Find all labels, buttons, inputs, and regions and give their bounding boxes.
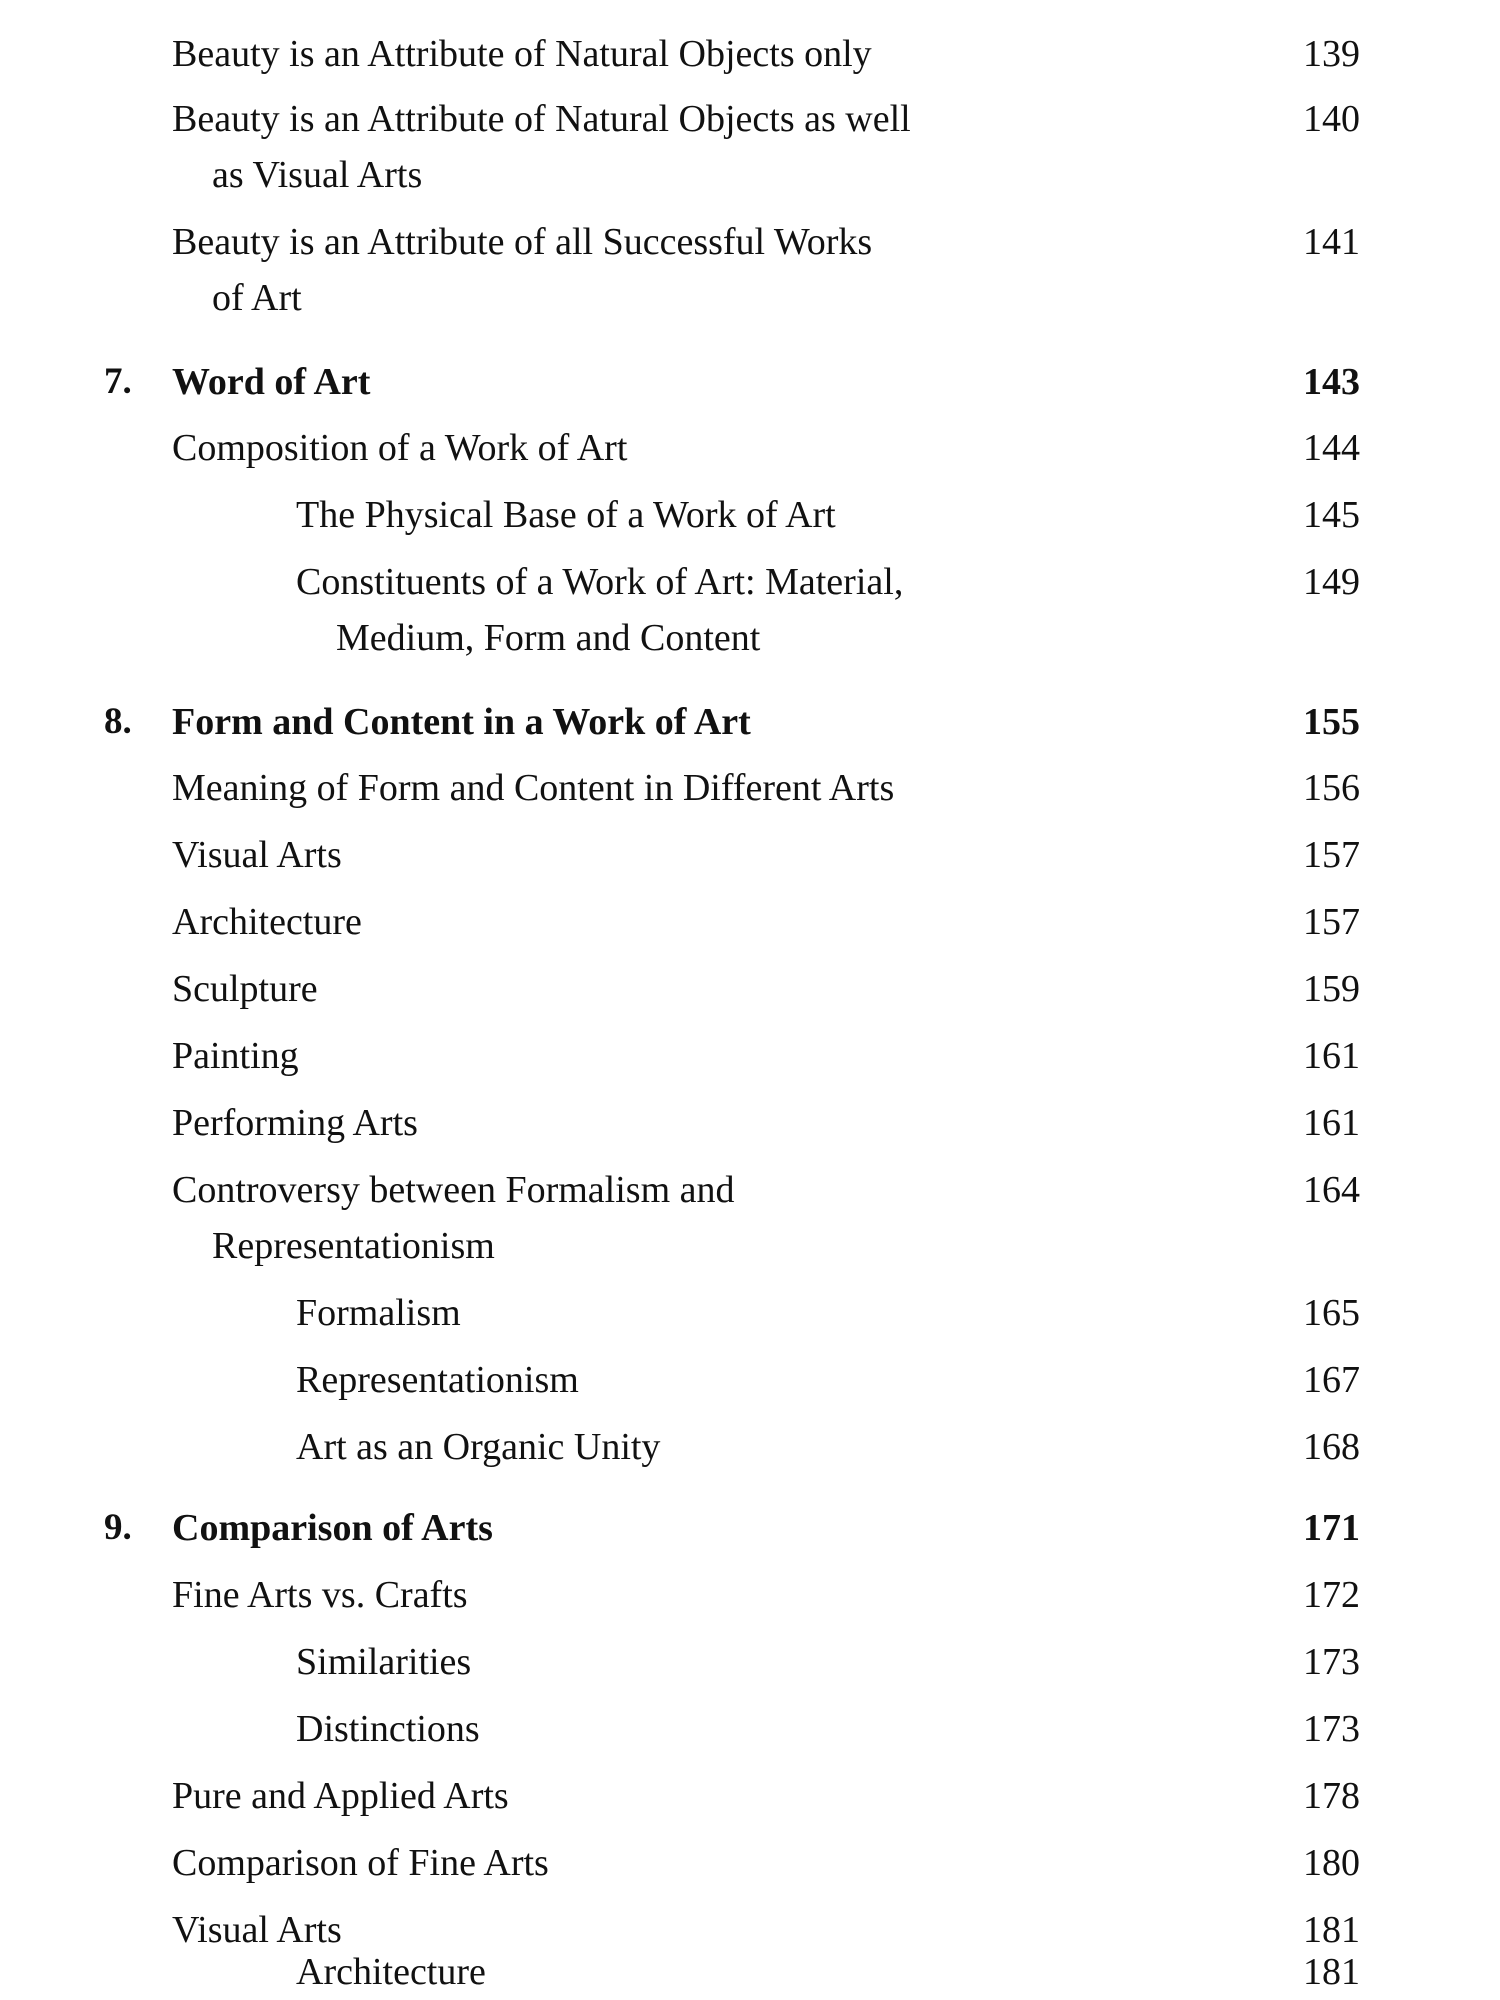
toc-entry-page: 157 (1303, 834, 1360, 876)
toc-subentry-page: 173 (1303, 1708, 1360, 1750)
toc-entry-page: 180 (1303, 1842, 1360, 1884)
toc-subentry-title: Architecture (296, 1951, 486, 1993)
toc-entry-title: Painting (172, 1035, 299, 1077)
toc-entry-title: Architecture (172, 901, 362, 943)
toc-entry-page: 141 (1303, 221, 1360, 263)
toc-entry-title: Fine Arts vs. Crafts (172, 1574, 468, 1616)
toc-entry-title-line2: Representationism (212, 1225, 495, 1267)
toc-entry-title: Meaning of Form and Content in Different Arts (172, 767, 895, 809)
toc-entry-title: Visual Arts (172, 1909, 342, 1951)
toc-subentry-page: 149 (1303, 561, 1360, 603)
toc-entry-page: 161 (1303, 1035, 1360, 1077)
toc-entry-title (172, 91, 911, 203)
toc-entry-page: 164 (1303, 1169, 1360, 1211)
toc-entry-page: 140 (1303, 98, 1360, 140)
toc-chapter-page: 171 (1303, 1507, 1360, 1549)
toc-subentry-title: Formalism (296, 1292, 461, 1334)
toc-subentry-page: 173 (1303, 1641, 1360, 1683)
toc-entry-page: 161 (1303, 1102, 1360, 1144)
toc-subentry-title: Distinctions (296, 1708, 480, 1750)
toc-subentry-page: 145 (1303, 494, 1360, 536)
toc-entry-title: Composition of a Work of Art (172, 427, 628, 469)
toc-entry-title (172, 214, 872, 326)
toc-entry-title (172, 1162, 735, 1274)
toc-subentry-page: 167 (1303, 1359, 1360, 1401)
toc-entry-page: 156 (1303, 767, 1360, 809)
toc-entry-title-line1: Beauty is an Attribute of all Successful Works (172, 221, 873, 263)
toc-entry-title-line2: of Art (212, 277, 302, 319)
toc-entry-page: 139 (1303, 33, 1360, 75)
toc-subentry-page: 168 (1303, 1426, 1360, 1468)
toc-entry-page: 181 (1303, 1909, 1360, 1951)
toc-subentry-page: 181 (1303, 1951, 1360, 1993)
toc-entry-page: 144 (1303, 427, 1360, 469)
toc-entry-title: Comparison of Fine Arts (172, 1842, 549, 1884)
toc-subentry-title (296, 554, 903, 666)
toc-entry-title: Beauty is an Attribute of Natural Objects only (172, 33, 872, 75)
toc-subentry-page: 165 (1303, 1292, 1360, 1334)
toc-chapter-number: 9. (104, 1507, 132, 1548)
toc-entry-page: 157 (1303, 901, 1360, 943)
toc-entry-title-line2: as Visual Arts (212, 154, 423, 196)
toc-entry-title: Performing Arts (172, 1102, 418, 1144)
toc-entry-page: 159 (1303, 968, 1360, 1010)
toc-entry-page: 172 (1303, 1574, 1360, 1616)
toc-subentry-title: Art as an Organic Unity (296, 1426, 661, 1468)
toc-chapter-number: 7. (104, 361, 132, 402)
toc-entry-title-line1: Beauty is an Attribute of Natural Objects as well (172, 98, 911, 140)
toc-chapter-number: 8. (104, 701, 132, 742)
toc-chapter-title: Form and Content in a Work of Art (172, 701, 751, 743)
toc-entry-title: Visual Arts (172, 834, 342, 876)
toc-subentry-title: The Physical Base of a Work of Art (296, 494, 836, 536)
toc-entry-title: Pure and Applied Arts (172, 1775, 509, 1817)
toc-subentry-title-line2: Medium, Form and Content (336, 617, 761, 659)
toc-subentry-title: Representationism (296, 1359, 579, 1401)
toc-entry-title-line1: Controversy between Formalism and (172, 1169, 735, 1211)
toc-chapter-page: 155 (1303, 701, 1360, 743)
toc-subentry-title: Similarities (296, 1641, 472, 1683)
toc-entry-page: 178 (1303, 1775, 1360, 1817)
toc-chapter-title: Word of Art (172, 361, 371, 403)
toc-chapter-page: 143 (1303, 361, 1360, 403)
toc-subentry-title-line1: Constituents of a Work of Art: Material, (296, 561, 904, 603)
toc-entry-title: Sculpture (172, 968, 318, 1010)
toc-chapter-title: Comparison of Arts (172, 1507, 493, 1549)
